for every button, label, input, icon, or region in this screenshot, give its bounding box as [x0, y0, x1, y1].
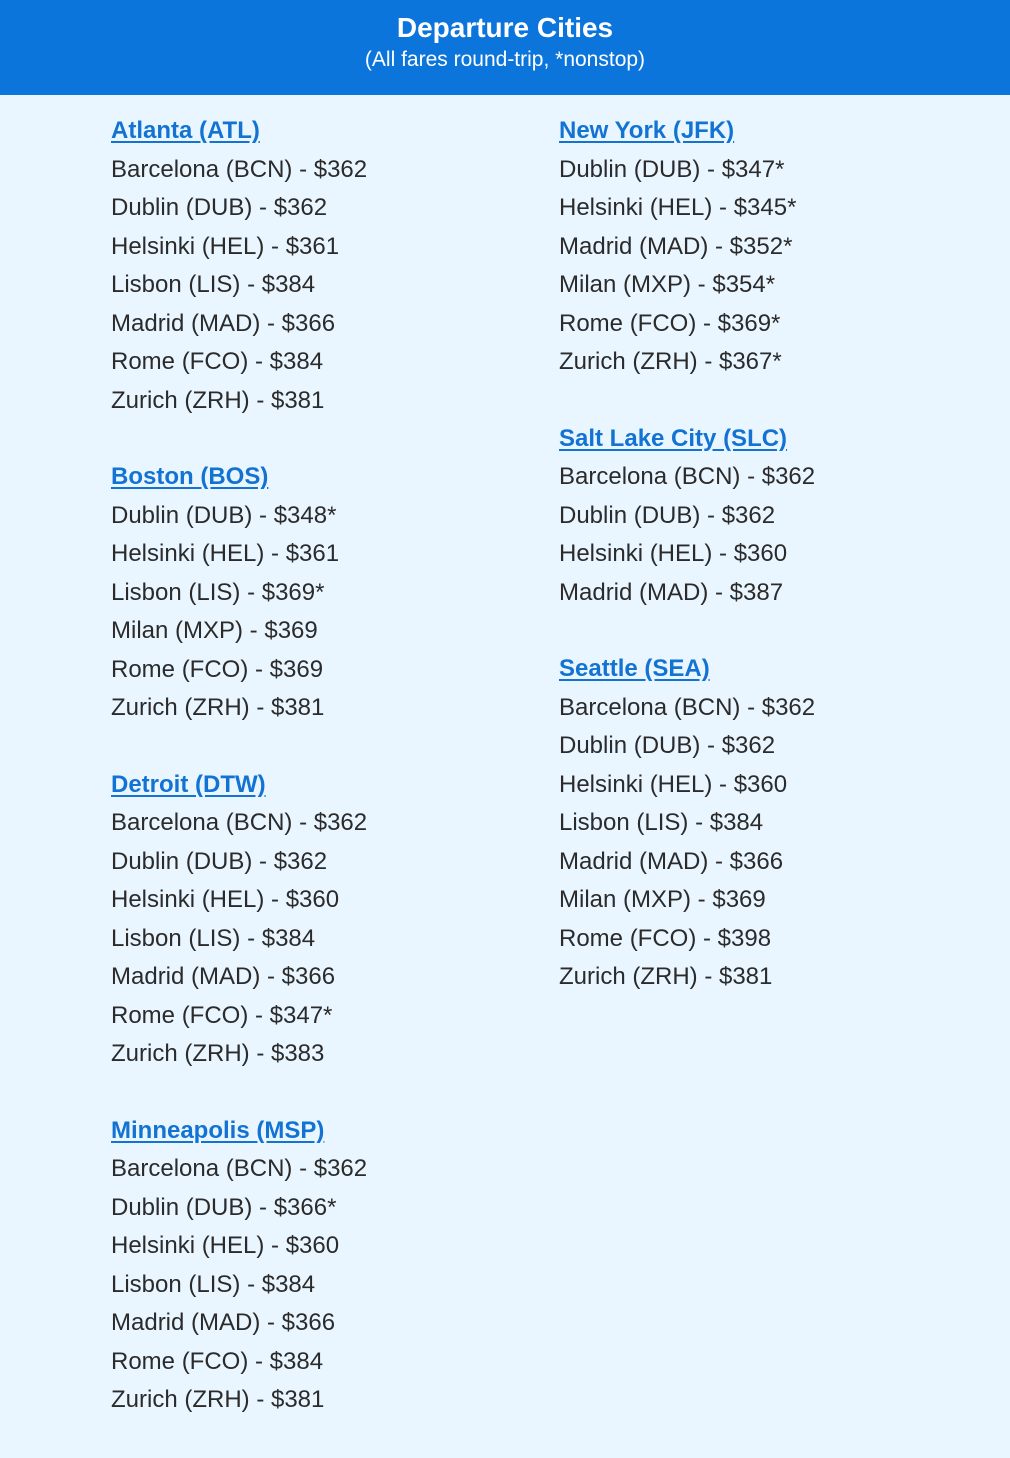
fare-item: Lisbon (LIS) - $369*: [111, 578, 325, 606]
fare-item: Rome (FCO) - $369: [111, 655, 324, 683]
fare-item: Dublin (DUB) - $347*: [559, 155, 785, 183]
fare-item: Madrid (MAD) - $387: [559, 578, 784, 606]
left-column: [111, 112, 367, 1458]
fare-item: Zurich (ZRH) - $381: [111, 694, 325, 721]
fare-item: Milan (MXP) - $369: [559, 886, 766, 913]
city-group-detroit-dtw: [111, 766, 367, 1074]
city-group-salt-lake-city-slc: [559, 420, 815, 613]
fare-item: Zurich (ZRH) - $367*: [559, 348, 782, 375]
fare-item: Helsinki (HEL) - $360: [559, 770, 788, 798]
fare-item: Rome (FCO) - $384: [111, 348, 324, 375]
fare-item: Barcelona (BCN) - $362: [111, 155, 368, 183]
page-title: Departure Cities: [396, 12, 614, 43]
fare-item: Lisbon (LIS) - $384: [111, 271, 316, 298]
fare-item: Dublin (DUB) - $362: [111, 194, 328, 221]
fare-item: Dublin (DUB) - $348*: [111, 501, 337, 529]
fare-item: Dublin (DUB) - $362: [559, 732, 776, 759]
fare-item: Zurich (ZRH) - $383: [111, 1040, 325, 1067]
city-link-boston-bos[interactable]: Boston (BOS): [111, 463, 269, 490]
fare-item: Madrid (MAD) - $366: [111, 309, 336, 337]
fare-item: Rome (FCO) - $347*: [111, 1001, 333, 1029]
fare-item: Zurich (ZRH) - $381: [111, 386, 325, 414]
fare-item: Helsinki (HEL) - $361: [111, 540, 340, 567]
city-link-new-york-jfk[interactable]: New York (JFK): [559, 117, 735, 144]
city-link-detroit-dtw[interactable]: Detroit (DTW): [111, 770, 266, 798]
fare-item: Helsinki (HEL) - $361: [111, 232, 340, 260]
fare-item: Madrid (MAD) - $366: [111, 1309, 336, 1336]
fare-item: Madrid (MAD) - $366: [559, 847, 784, 875]
city-group-new-york-jfk: [559, 112, 815, 382]
fare-item: Rome (FCO) - $398: [559, 924, 772, 952]
city-group-seattle-sea: [559, 650, 815, 997]
fare-item: Helsinki (HEL) - $360: [559, 540, 788, 567]
fare-item: Milan (MXP) - $354*: [559, 271, 776, 298]
fare-item: Madrid (MAD) - $352*: [559, 232, 793, 260]
fare-item: Barcelona (BCN) - $362: [111, 1155, 368, 1182]
city-group-atlanta-atl: [111, 112, 367, 420]
fare-item: Zurich (ZRH) - $381: [559, 963, 773, 990]
fare-item: Barcelona (BCN) - $362: [559, 463, 816, 490]
fare-item: Barcelona (BCN) - $362: [559, 693, 816, 721]
fare-item: Lisbon (LIS) - $384: [559, 809, 764, 836]
fare-item: Zurich (ZRH) - $381: [111, 1386, 325, 1413]
fare-item: Madrid (MAD) - $366: [111, 963, 336, 990]
fare-item: Helsinki (HEL) - $360: [111, 1232, 340, 1259]
fare-item: Barcelona (BCN) - $362: [111, 809, 368, 836]
fare-item: Milan (MXP) - $369: [111, 617, 318, 644]
city-link-seattle-sea[interactable]: Seattle (SEA): [559, 655, 710, 682]
fare-item: Rome (FCO) - $369*: [559, 309, 781, 337]
fare-item: Helsinki (HEL) - $360: [111, 886, 340, 913]
fare-item: Rome (FCO) - $384: [111, 1347, 324, 1375]
city-link-minneapolis-msp[interactable]: Minneapolis (MSP): [111, 1116, 325, 1144]
page-header: [0, 0, 1010, 95]
city-group-boston-bos: [111, 458, 367, 728]
city-group-minneapolis-msp: [111, 1112, 367, 1420]
city-link-atlanta-atl[interactable]: Atlanta (ATL): [111, 117, 260, 144]
departure-cities-list: [0, 95, 1010, 1428]
fare-item: Dublin (DUB) - $362: [559, 501, 776, 529]
fare-item: Dublin (DUB) - $366*: [111, 1193, 337, 1221]
right-column: [559, 112, 815, 1035]
fare-item: Dublin (DUB) - $362: [111, 847, 328, 875]
fare-item: Lisbon (LIS) - $384: [111, 924, 316, 952]
page-subtitle: (All fares round-trip, *nonstop): [364, 48, 646, 71]
fare-item: Lisbon (LIS) - $384: [111, 1270, 316, 1298]
city-link-salt-lake-city-slc[interactable]: Salt Lake City (SLC): [559, 424, 788, 452]
fare-item: Helsinki (HEL) - $345*: [559, 194, 797, 221]
